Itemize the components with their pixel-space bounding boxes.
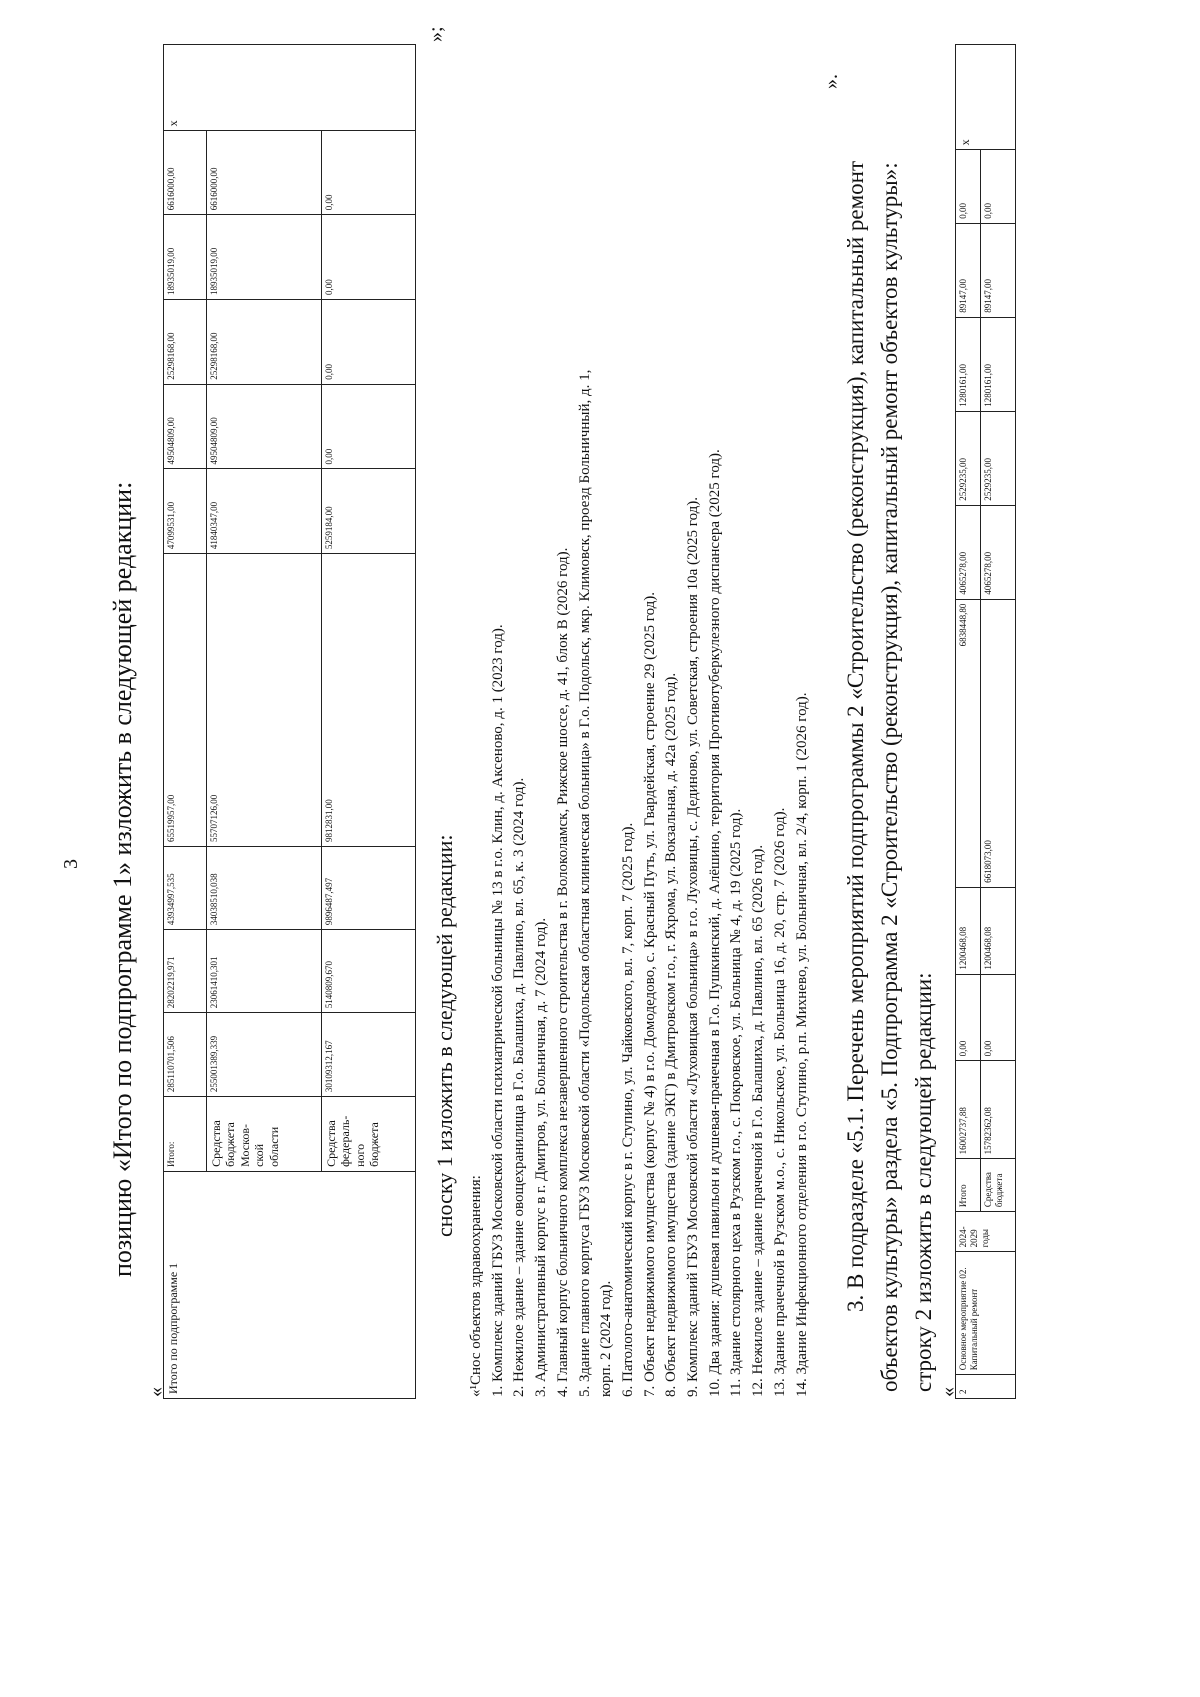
value-cell: 0,00 xyxy=(956,974,981,1061)
value-cell: 89147,00 xyxy=(956,223,981,317)
period: 2024-2029 годы xyxy=(956,1212,1016,1252)
list-item: 6. Патолого-анатомический корпус в г. Ступино, ул. Чайковского, вл. 7, корп. 7 (2025 год). xyxy=(619,822,636,1397)
value-cell: 89147,00 xyxy=(981,223,1016,317)
value-cell: 25298168,00 xyxy=(164,300,207,385)
value-cell: 41840347,00 xyxy=(207,469,322,554)
value-cell: 43934997,535 xyxy=(164,847,207,930)
value-cell: 9896487,497 xyxy=(322,847,416,930)
value-cell: 5140809,670 xyxy=(322,930,416,1013)
list-item: 12. Нежилое здание – здание прачечной в Г.о. Балашиха, д. Павлино, вл. 65 (2026 год). xyxy=(750,844,767,1397)
row-label: Итого по подпрограмме 1 xyxy=(164,1171,416,1398)
value-cell: 255001389,339 xyxy=(207,1013,322,1097)
value-cell: 47099531,00 xyxy=(164,469,207,554)
source-cell: Итого: xyxy=(164,1097,207,1172)
section-heading: позицию «Итого по подпрограмме 1» изложить в следующей редакции: xyxy=(108,481,137,1277)
value-cell: 0,00 xyxy=(322,300,416,385)
list-item: 13. Здание прачечной в Рузском м.о., с. Никольское, ул. Больница 16, д. 20, стр. 7 (2026 год). xyxy=(771,807,788,1397)
list-item: 10. Два здания: душевая павильон и душевая-прачечная в Г.о. Пушкинский, д. Алёшино, территория Противотуберкулезного диспансера (2025 год). xyxy=(706,449,723,1397)
source-cell: Итого xyxy=(956,1159,981,1212)
table-row xyxy=(981,45,1016,1399)
value-cell: 0,00 xyxy=(322,215,416,300)
section3-line3: строку 2 изложить в следующей редакции: xyxy=(911,972,936,1392)
value-cell: 30109312,167 xyxy=(322,1013,416,1097)
value-cell: 9812831,00 xyxy=(322,554,416,847)
open-quote-2: « xyxy=(937,1387,959,1397)
value-cell: 2529235,00 xyxy=(956,411,981,505)
value-cell: 16002737,88 xyxy=(956,1061,981,1159)
value-cell: 4065278,00 xyxy=(981,505,1016,599)
value-cell: 1280161,00 xyxy=(981,317,1016,411)
list-item: 14. Здание Инфекционного отделения в г.о. Ступино, р.п. Михнево, ул. Больничная, вл. 2/4, корп. 1 (2026 год). xyxy=(793,692,810,1397)
footnote-close-quote: ». xyxy=(820,74,842,89)
value-cell: 6616000,00 xyxy=(164,131,207,215)
page-number: 3 xyxy=(60,859,82,869)
executor-cell: х xyxy=(956,45,1016,150)
footnote-list xyxy=(466,370,813,1397)
list-item: 1. Комплекс зданий ГБУЗ Московской области психиатрической больницы № 13 в г.о. Клин, д. Аксеново, д. 1 (2023 год). xyxy=(489,624,506,1397)
subprogram-1-total-table xyxy=(163,44,416,1399)
value-cell: 18935019,00 xyxy=(207,215,322,300)
table-row xyxy=(164,45,207,1399)
culture-repair-table xyxy=(955,44,1016,1399)
value-cell: 0,00 xyxy=(981,974,1016,1061)
row-number: 2 xyxy=(956,1375,1016,1399)
value-cell: 285110701,506 xyxy=(164,1013,207,1097)
value-cell: 2529235,00 xyxy=(981,411,1016,505)
list-item: 5. Здание главного корпуса ГБУЗ Московской области «Подольская областная клиническая больница» в Г.о. Подольск, мкр. Климовск, проезд Больничный, д. 1, xyxy=(576,369,593,1397)
list-item: корп. 2 (2024 год). xyxy=(598,1280,615,1397)
list-item: «¹Снос объектов здравоохранения: xyxy=(468,1175,484,1397)
value-cell: 0,00 xyxy=(981,150,1016,223)
value-cell: 6838448,80 xyxy=(956,599,981,887)
value-cell: 18935019,00 xyxy=(164,215,207,300)
list-item: 11. Здание столярного цеха в Рузском г.о., с. Покровское, ул. Больница № 4, д. 19 (2025 год). xyxy=(728,808,745,1397)
value-cell: 34038510,038 xyxy=(207,847,322,930)
value-cell: 65519957,00 xyxy=(164,554,207,847)
value-cell: 15782362,08 xyxy=(981,1061,1016,1159)
value-cell: 23061410,301 xyxy=(207,930,322,1013)
list-item: 8. Объект недвижимого имущества (здание ЭКГ) в Дмитровском г.о., г. Яхрома, ул. Вокзальная, д. 42а (2025 год). xyxy=(663,672,680,1397)
list-item: 9. Комплекс зданий ГБУЗ Московской области «Луховицкая больница» в г.о. Луховицы, с. Дединово, ул. Советская, строения 10а (2025 год). xyxy=(685,496,702,1397)
open-quote-1: « xyxy=(145,1387,167,1397)
value-cell: 1280161,00 xyxy=(956,317,981,411)
value-cell: 28202219,971 xyxy=(164,930,207,1013)
value-cell: 0,00 xyxy=(956,150,981,223)
list-item: 2. Нежилое здание – здание овощехранилища в Г.о. Балашиха, д. Павлино, вл. 65, к. 3 (2024 год). xyxy=(511,777,528,1397)
value-cell: 0,00 xyxy=(322,384,416,469)
source-cell: Средства федераль-ного бюджета xyxy=(322,1097,416,1172)
value-cell: 25298168,00 xyxy=(207,300,322,385)
value-cell: 4065278,00 xyxy=(956,505,981,599)
footnote-intro: сноску 1 изложить в следующей редакции: xyxy=(432,834,457,1237)
value-cell: 0,00 xyxy=(322,131,416,215)
value-cell: 1200468,08 xyxy=(981,887,1016,974)
value-cell: 49504809,00 xyxy=(207,384,322,469)
section3-line2: объектов культуры» раздела «5. Подпрограмма 2 «Строительство (реконструкция), капитальный ремонт объектов культуры»: xyxy=(877,162,902,1392)
source-cell: Средства бюджета Москов-ской области xyxy=(207,1097,322,1172)
table-row xyxy=(956,45,981,1399)
value-cell: 1200468,08 xyxy=(956,887,981,974)
list-item: 7. Объект недвижимого имущества (корпус № 4) в г.о. Домодедово, с. Красный Путь, ул. Гвардейская, строение 29 (2025 год). xyxy=(641,591,658,1397)
list-item: 3. Административный корпус в г. Дмитров, ул. Больничная, д. 7 (2024 год). xyxy=(533,917,550,1397)
value-cell: 6616000,00 xyxy=(207,131,322,215)
value-cell: 55707126,00 xyxy=(207,554,322,847)
list-item: 4. Главный корпус больничного комплекса незавершенного строительства в г. Волоколамск, Рижское шоссе, д. 41, блок В (2026 год). xyxy=(554,547,571,1397)
value-cell: 6618073,00 xyxy=(981,599,1016,887)
value-cell: 5259184,00 xyxy=(322,469,416,554)
source-cell: Средства бюджета xyxy=(981,1159,1016,1212)
event-name: Основное мероприятие 02. Капитальный ремонт xyxy=(956,1252,1016,1375)
value-cell: 49504809,00 xyxy=(164,384,207,469)
executor-cell: х xyxy=(164,45,416,131)
table1-close-quote: »; xyxy=(425,26,447,42)
section3-line1: 3. В подразделе «5.1. Перечень мероприятий подпрограммы 2 «Строительство (реконструкция), капитальный ремонт xyxy=(843,161,868,1312)
